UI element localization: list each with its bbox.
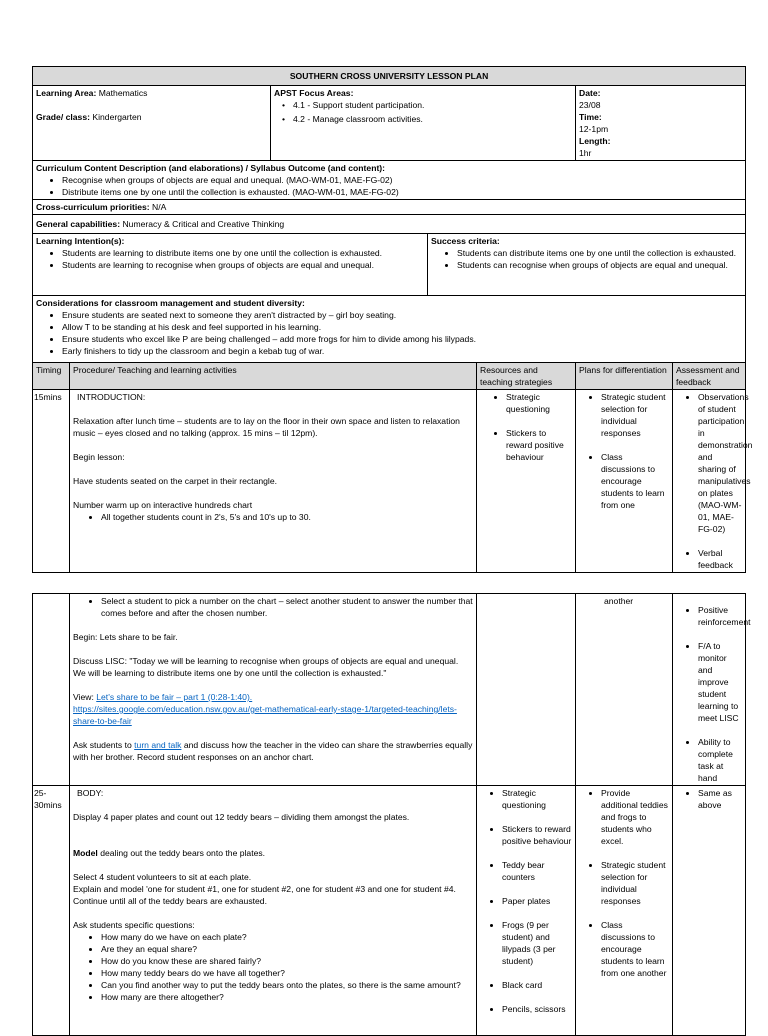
plan-item: • Strategic student selection for individual responses — [601, 391, 669, 439]
procedure-text: Select 4 student volunteers to sit at each plate. — [73, 872, 252, 882]
lesson-plan-page-1 — [32, 66, 753, 573]
learning-intentions-label: Learning Intention(s): — [36, 236, 125, 246]
plan-item: • Class discussions to encourage students to learn from one — [601, 451, 669, 511]
success-criteria-item: • Students can recognise when groups of objects are equal and unequal. — [457, 259, 742, 271]
learning-intention-item: • Students are learning to recognise when groups of objects are equal and unequal. — [62, 259, 424, 271]
resource-item: • Strategic questioning — [506, 391, 572, 415]
success-criteria-cell — [428, 234, 746, 296]
consideration-item: • Ensure students are seated next to someone they aren't distracted by – girl boy seating. — [62, 309, 742, 321]
procedure-text: Discuss LISC: "Today we will be learning to recognise when groups of objects are equal and unequal. We will be learning to distribute items one by one until the collection is exhausted." — [73, 656, 459, 678]
ask-text: Ask students to — [73, 740, 135, 750]
resource-item: • Stickers to reward positive behaviour — [506, 427, 572, 463]
assessment-item: • Ability to complete task at hand — [698, 736, 742, 784]
row1-resources — [477, 390, 576, 573]
curriculum-label: Curriculum Content Description (and elaborations) / Syllabus Outcome (and content): — [36, 163, 386, 173]
procedure-bullet: • Select a student to pick a number on the chart – select another student to answer the number that comes before and after the chosen number. — [101, 595, 473, 619]
procedure-text: Relaxation after lunch time – students are to lay on the floor in their own space and listen to relaxation music – eyes closed and no talking (approx. 15 mins – til 12pm). — [73, 416, 460, 438]
question-item: • How many do we have on each plate? — [101, 931, 473, 943]
plan-item: • Strategic student selection for individual responses — [601, 859, 669, 907]
procedure-text: Display 4 paper plates and count out 12 teddy bears – dividing them amongst the plates. — [73, 812, 410, 822]
assessment-item: • Observations of student participation in demonstration and sharing of manipulatives on plates (MAO-WM-01, MAE-FG-02) — [698, 391, 742, 535]
row2-assessment — [673, 594, 751, 786]
row1-plans — [576, 390, 673, 573]
col-header-assessment: Assessment and feedback — [673, 363, 746, 390]
view-line — [73, 691, 473, 703]
question-item: • Can you find another way to put the teddy bears onto the plates, so there is the same amount? — [101, 979, 473, 991]
intro-heading: INTRODUCTION: — [77, 392, 146, 402]
assessment-item: • Verbal feedback — [698, 547, 742, 571]
resource-item: • Teddy bear counters — [502, 859, 572, 883]
plan-item: • Class discussions to encourage students to learn from one another — [601, 919, 669, 979]
question-item: • How many are there altogether? — [101, 991, 473, 1003]
row3-resources — [477, 786, 576, 1036]
resource-item: • Paper plates — [502, 895, 572, 907]
success-criteria-label: Success criteria: — [431, 236, 500, 246]
cross-curriculum-label: Cross-curriculum priorities: — [36, 202, 150, 212]
model-text: dealing out the teddy bears onto the plates. — [97, 848, 266, 858]
resource-item: • Pencils, scissors — [502, 1003, 572, 1015]
date-label: Date: — [579, 88, 601, 98]
time-label: Time: — [579, 112, 602, 122]
curriculum-item: • Recognise when groups of objects are equal and unequal. (MAO-WM-01, MAE-FG-02) — [62, 174, 742, 186]
cross-curriculum-cell — [33, 200, 746, 215]
question-item: • How many teddy bears do we have all together? — [101, 967, 473, 979]
procedure-bullet: • All together students count in 2's, 5's and 10's up to 30. — [101, 511, 473, 523]
apst-cell — [271, 86, 576, 161]
row1-assessment — [673, 390, 753, 573]
row2-resources — [477, 594, 576, 786]
question-item: • Are they an equal share? — [101, 943, 473, 955]
col-header-timing: Timing — [33, 363, 70, 390]
consideration-item: • Early finishers to tidy up the classroom and begin a kebab tug of war. — [62, 345, 742, 357]
considerations-label: Considerations for classroom management and student diversity: — [36, 298, 305, 308]
apst-item: • 4.1 - Support student participation. — [282, 99, 572, 111]
row2-timing — [33, 594, 70, 786]
row3-plans — [576, 786, 673, 1036]
time-value: 12-1pm — [579, 124, 609, 134]
procedure-text: Ask students specific questions: — [73, 920, 195, 930]
assessment-item: • F/A to monitor and improve student learning to meet LISC — [698, 640, 742, 724]
general-capabilities-cell — [33, 215, 746, 234]
grade-label: Grade/ class: — [36, 112, 90, 122]
procedure-text: Explain and model 'one for student #1, one for student #2, one for student #3 and one for student #4. — [73, 884, 456, 894]
model-bold: Model — [73, 848, 98, 858]
resource-item: • Strategic questioning — [502, 787, 572, 811]
success-criteria-item: • Students can distribute items one by one until the collection is exhausted. — [457, 247, 742, 259]
learning-area-label: Learning Area: — [36, 88, 97, 98]
curriculum-item: • Distribute items one by one until the collection is exhausted. (MAO-WM-01, MAE-FG-02) — [62, 186, 742, 198]
learning-intention-item: • Students are learning to distribute items one by one until the collection is exhausted. — [62, 247, 424, 259]
row2-procedure — [70, 594, 477, 786]
learning-area-cell — [33, 86, 271, 161]
length-label: Length: — [579, 136, 611, 146]
ask-text: and discuss how the teacher in the video can share the strawberries equally with her brother. Record student responses on an anchor chart. — [73, 740, 473, 762]
considerations-cell — [33, 296, 746, 363]
consideration-item: • Ensure students who excel like P are being challenged – add more frogs for him to divide among his lilypads. — [62, 333, 742, 345]
col-header-resources: Resources and teaching strategies — [477, 363, 576, 390]
general-capabilities-value: Numeracy & Critical and Creative Thinking — [122, 219, 285, 229]
curriculum-cell — [33, 161, 746, 200]
col-header-plans: Plans for differentiation — [576, 363, 673, 390]
row1-timing: 15mins — [33, 390, 70, 573]
view-label: View: — [73, 692, 97, 702]
resource-url-link[interactable]: https://sites.google.com/education.nsw.gov.au/get-mathematical-early-stage-1/targeted-teaching/lets-share-to-be-fair — [73, 704, 457, 726]
row3-procedure — [70, 786, 477, 1036]
row3-assessment — [673, 786, 746, 1036]
resource-item: • Stickers to reward positive behaviour — [502, 823, 572, 847]
plan-item: • Provide additional teddies and frogs to students who excel. — [601, 787, 669, 847]
length-value: 1hr — [579, 148, 592, 158]
procedure-text: Continue until all of the teddy bears are exhausted. — [73, 896, 267, 906]
question-item: • How do you know these are shared fairly? — [101, 955, 473, 967]
procedure-text: Number warm up on interactive hundreds chart — [73, 500, 253, 510]
learning-area-value: Mathematics — [98, 88, 148, 98]
procedure-text: Have students seated on the carpet in their rectangle. — [73, 476, 277, 486]
date-time-cell — [576, 86, 746, 161]
date-value: 23/08 — [579, 100, 601, 110]
ask-line — [73, 739, 473, 763]
video-link[interactable]: Let's share to be fair – part 1 (0:28-1:40). — [96, 692, 253, 702]
turn-and-talk-link[interactable]: turn and talk — [134, 740, 182, 750]
general-capabilities-label: General capabilities: — [36, 219, 121, 229]
row3-timing: 25-30mins — [33, 786, 70, 1036]
consideration-item: • Allow T to be standing at his desk and feel supported in his learning. — [62, 321, 742, 333]
resource-item: • Frogs (9 per student) and lilypads (3 per student) — [502, 919, 572, 967]
col-header-procedure: Procedure/ Teaching and learning activities — [70, 363, 477, 390]
lesson-plan-page-2 — [32, 593, 751, 1036]
procedure-text: Begin lesson: — [73, 452, 125, 462]
cross-curriculum-value: N/A — [152, 202, 167, 212]
assessment-item: • Same as above — [698, 787, 742, 811]
plan-title: SOUTHERN CROSS UNIVERSITY LESSON PLAN — [33, 67, 746, 86]
grade-value: Kindergarten — [92, 112, 142, 122]
row1-procedure — [70, 390, 477, 573]
model-line — [73, 847, 473, 859]
plan-continued: another — [604, 596, 634, 606]
procedure-text: Begin: Lets share to be fair. — [73, 632, 178, 642]
resource-item: • Black card — [502, 979, 572, 991]
learning-intentions-cell — [33, 234, 428, 296]
apst-item: • 4.2 - Manage classroom activities. — [282, 113, 572, 125]
apst-label: APST Focus Areas: — [274, 88, 354, 98]
body-heading: BODY: — [77, 788, 104, 798]
row2-plans — [576, 594, 673, 786]
assessment-item: • Positive reinforcement — [698, 604, 742, 628]
